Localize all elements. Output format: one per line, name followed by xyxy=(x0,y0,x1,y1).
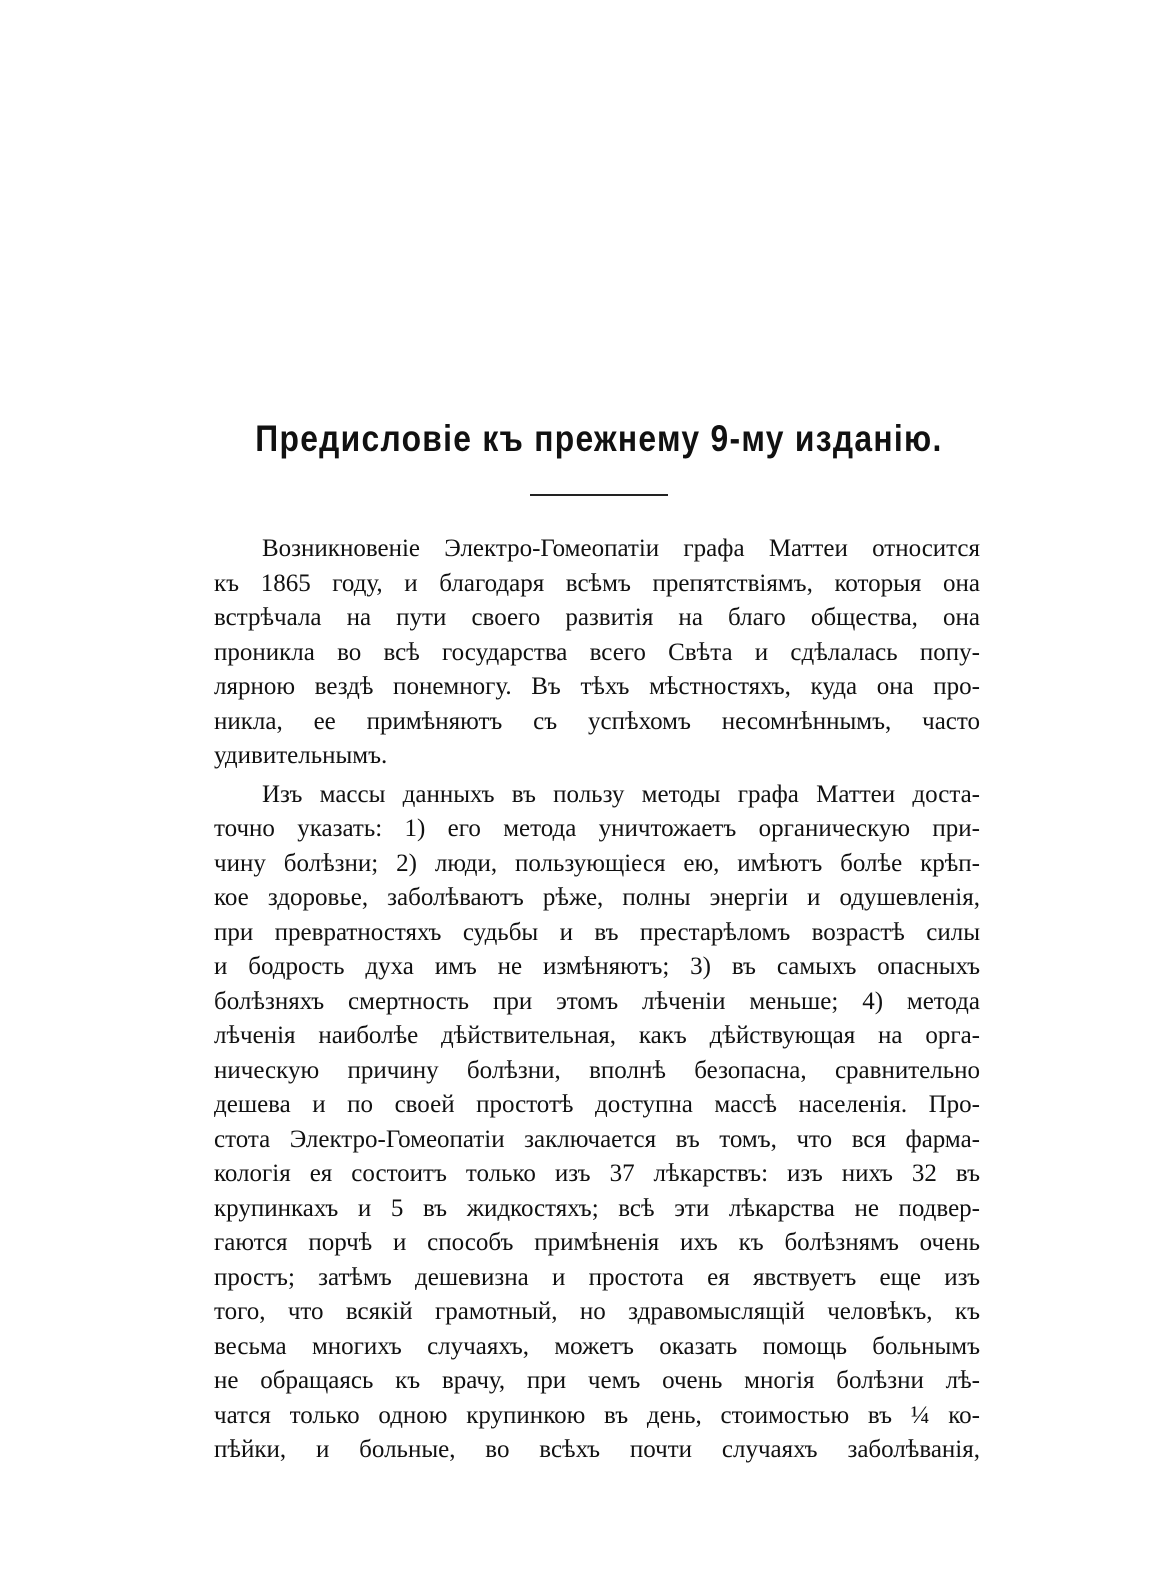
text-line: не обращаясь къ врачу, при чемъ очень многія болѣзни лѣ- xyxy=(214,1367,980,1394)
paragraph-2 xyxy=(214,778,980,1468)
text-line: точно указать: 1) его метода уничтожаетъ органическую при- xyxy=(214,815,980,842)
text-line: того, что всякій грамотный, но здравомыслящій человѣкъ, къ xyxy=(214,1298,980,1325)
text-line: лярною вездѣ понемногу. Въ тѣхъ мѣстностяхъ, куда она про- xyxy=(214,673,980,700)
text-line: Возникновеніе Электро-Гомеопатіи графа Маттеи относится xyxy=(262,535,980,562)
page-title: Предисловіе къ прежнему 9-му изданію. xyxy=(255,418,943,459)
text-line: простъ; затѣмъ дешевизна и простота ея явствуетъ еще изъ xyxy=(214,1263,980,1291)
text-line: и бодрость духа имъ не измѣняютъ; 3) въ самыхъ опасныхъ xyxy=(214,953,980,980)
text-line: кое здоровье, заболѣваютъ рѣже, полны энергіи и одушевленія, xyxy=(214,884,980,911)
text-line: проникла во всѣ государства всего Свѣта и сдѣлалась попу- xyxy=(214,638,980,666)
text-line: лѣченія наиболѣе дѣйствительная, какъ дѣйствующая на орга- xyxy=(214,1022,980,1049)
paragraph-1 xyxy=(214,532,980,774)
text-line: кологія ея состоитъ только изъ 37 лѣкарствъ: изъ нихъ 32 въ xyxy=(214,1160,980,1187)
text-line: Изъ массы данныхъ въ пользу методы графа Маттеи доста- xyxy=(262,780,980,808)
text-line: весьма многихъ случаяхъ, можетъ оказать помощь больнымъ xyxy=(214,1332,980,1360)
text-line: болѣзняхъ смертность при этомъ лѣченіи меньше; 4) метода xyxy=(214,987,980,1015)
text-line: крупинкахъ и 5 въ жидкостяхъ; всѣ эти лѣкарства не подвер- xyxy=(214,1194,980,1222)
text-line: ническую причину болѣзни, вполнѣ безопасна, сравнительно xyxy=(214,1056,980,1084)
title-divider xyxy=(530,494,668,496)
text-line: чатся только одною крупинкою въ день, стоимостью въ ¼ ко- xyxy=(214,1401,980,1429)
text-line: гаются порчѣ и способъ примѣненія ихъ къ болѣзнямъ очень xyxy=(214,1229,980,1256)
text-line: пѣйки, и больные, во всѣхъ почти случаяхъ заболѣванія, xyxy=(214,1436,980,1463)
text-line: дешева и по своей простотѣ доступна массѣ населенія. Про- xyxy=(214,1091,980,1118)
text-line: никла, ее примѣняютъ съ успѣхомъ несомнѣннымъ, часто xyxy=(214,707,980,735)
text-line: при превратностяхъ судьбы и въ престарѣломъ возрастѣ силы xyxy=(214,918,980,946)
text-line: чину болѣзни; 2) люди, пользующіеся ею, имѣютъ болѣе крѣп- xyxy=(214,849,980,877)
text-line: встрѣчала на пути своего развитія на благо общества, она xyxy=(214,604,980,631)
body-text xyxy=(214,532,980,1468)
text-line: стота Электро-Гомеопатіи заключается въ томъ, что вся фарма- xyxy=(214,1125,980,1153)
text-line: къ 1865 году, и благодаря всѣмъ препятствіямъ, которыя она xyxy=(214,569,980,597)
text-line: удивительнымъ. xyxy=(214,742,388,769)
